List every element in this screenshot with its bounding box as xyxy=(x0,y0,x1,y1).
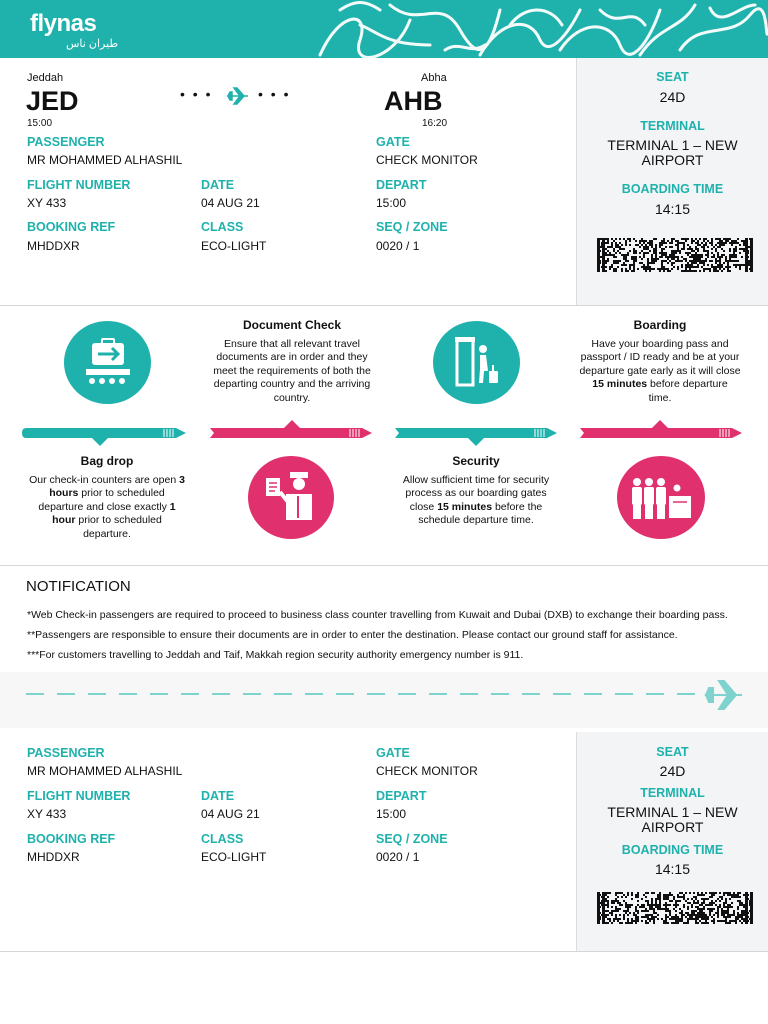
process-timeline xyxy=(0,418,768,448)
terminal-label: TERMINAL xyxy=(640,786,705,800)
depart-value: 15:00 xyxy=(376,196,407,210)
notification-line-3: ***For customers travelling to Jeddah and Taif, Makkah region security authority emergency number is 911. xyxy=(27,649,524,661)
booking-ref-label: BOOKING REF xyxy=(27,832,116,846)
document-check-title: Document Check xyxy=(242,318,342,332)
tear-line xyxy=(0,676,768,716)
origin-city: Jeddah xyxy=(27,72,64,84)
date-label: DATE xyxy=(201,789,235,803)
bag-drop-text: Our check-in counters are open 3 hours prior to scheduled departure and close exactly 1 hour prior to scheduled departure. xyxy=(29,474,185,540)
class-label: CLASS xyxy=(201,832,244,846)
passenger-name: MR MOHAMMED ALHASHIL xyxy=(27,764,183,778)
destination-city: Abha xyxy=(421,72,447,84)
gate-value: CHECK MONITOR xyxy=(376,764,478,778)
booking-ref: MHDDXR xyxy=(27,239,80,253)
destination-time: 16:20 xyxy=(422,118,448,129)
date-value: 04 AUG 21 xyxy=(201,807,260,821)
security-text: Allow sufficient time for security process as our boarding gates close 15 minutes before the schedule departure time. xyxy=(402,474,550,527)
baggage-conveyor-icon xyxy=(82,337,134,389)
class-value: ECO-LIGHT xyxy=(201,850,267,864)
class-label: CLASS xyxy=(201,220,244,234)
gate-label: GATE xyxy=(376,135,410,149)
flight-number: XY 433 xyxy=(27,807,67,821)
notification-line-2: **Passengers are responsible to ensure their documents are in order to enter the destination. Please contact our ground staff for assistance. xyxy=(27,629,678,641)
header-bar xyxy=(0,0,768,58)
security-scanner-icon xyxy=(453,335,503,391)
date-label: DATE xyxy=(201,178,235,192)
seq-zone-label: SEQ / ZONE xyxy=(376,220,448,234)
notification-title: NOTIFICATION xyxy=(26,578,131,595)
boarding-time-value: 14:15 xyxy=(654,201,691,217)
boarding-time-label: BOARDING TIME xyxy=(621,843,724,857)
terminal-label: TERMINAL xyxy=(640,119,705,133)
passport-officer-icon xyxy=(264,470,318,526)
boarding-queue-icon xyxy=(629,474,693,522)
stub-panel-top xyxy=(576,58,768,305)
booking-ref: MHDDXR xyxy=(27,850,80,864)
destination-code: AHB xyxy=(384,86,443,116)
boarding-time-label: BOARDING TIME xyxy=(621,182,724,196)
seat-value: 24D xyxy=(659,763,686,779)
boarding-badge xyxy=(617,456,705,539)
bag-drop-badge xyxy=(64,321,151,404)
flight-number-label: FLIGHT NUMBER xyxy=(27,789,131,803)
booking-ref-label: BOOKING REF xyxy=(27,220,116,234)
depart-label: DEPART xyxy=(376,178,427,192)
depart-label: DEPART xyxy=(376,789,427,803)
notification-line-1: *Web Check-in passengers are required to proceed to business class counter travelling from Kuwait and Dubai (DXB) to exchange their boarding pass. xyxy=(27,609,728,621)
brand-logo: flynas xyxy=(30,10,97,37)
class-value: ECO-LIGHT xyxy=(201,239,267,253)
seat-label: SEAT xyxy=(656,745,689,759)
seq-zone-value: 0020 / 1 xyxy=(376,239,420,253)
seq-zone-label: SEQ / ZONE xyxy=(376,832,448,846)
barcode xyxy=(597,238,753,272)
seat-value: 24D xyxy=(659,89,686,105)
barcode xyxy=(597,892,753,924)
plane-icon xyxy=(226,86,250,106)
depart-value: 15:00 xyxy=(376,807,407,821)
bag-drop-title: Bag drop xyxy=(80,454,134,468)
flight-number-label: FLIGHT NUMBER xyxy=(27,178,131,192)
seat-label: SEAT xyxy=(656,70,689,84)
route-dots-left: • • • xyxy=(180,86,213,102)
plane-icon xyxy=(704,678,744,712)
boarding-text: Have your boarding pass and passport / ID ready and be at your departure gate early as it will close 15 minutes before departure time. xyxy=(579,338,741,404)
security-title: Security xyxy=(452,454,500,468)
document-check-text: Ensure that all relevant travel documents are in order and they meet the requirements of both the departing country and the arriving country. xyxy=(213,338,371,404)
brand-logo-arabic: طيران ناس xyxy=(66,38,119,50)
boarding-title: Boarding xyxy=(633,318,687,332)
divider xyxy=(0,305,768,306)
boarding-time-value: 14:15 xyxy=(654,861,691,877)
terminal-line1: TERMINAL 1 – NEW xyxy=(607,137,738,153)
arabesque-pattern xyxy=(300,0,768,58)
origin-code: JED xyxy=(26,86,79,116)
date-value: 04 AUG 21 xyxy=(201,196,260,210)
terminal-line1: TERMINAL 1 – NEW xyxy=(607,804,738,820)
flight-number: XY 433 xyxy=(27,196,67,210)
divider xyxy=(0,565,768,566)
terminal-line2: AIRPORT xyxy=(641,152,704,168)
gate-value: CHECK MONITOR xyxy=(376,153,478,167)
divider xyxy=(0,951,768,952)
document-check-badge xyxy=(248,456,334,539)
stub-panel-bottom xyxy=(576,732,768,951)
seq-zone-value: 0020 / 1 xyxy=(376,850,420,864)
gate-label: GATE xyxy=(376,746,410,760)
security-badge xyxy=(433,321,520,404)
passenger-label: PASSENGER xyxy=(27,135,105,149)
origin-time: 15:00 xyxy=(27,118,53,129)
passenger-name: MR MOHAMMED ALHASHIL xyxy=(27,153,183,167)
terminal-line2: AIRPORT xyxy=(641,819,704,835)
route-dots-right: • • • xyxy=(258,86,291,102)
passenger-label: PASSENGER xyxy=(27,746,105,760)
